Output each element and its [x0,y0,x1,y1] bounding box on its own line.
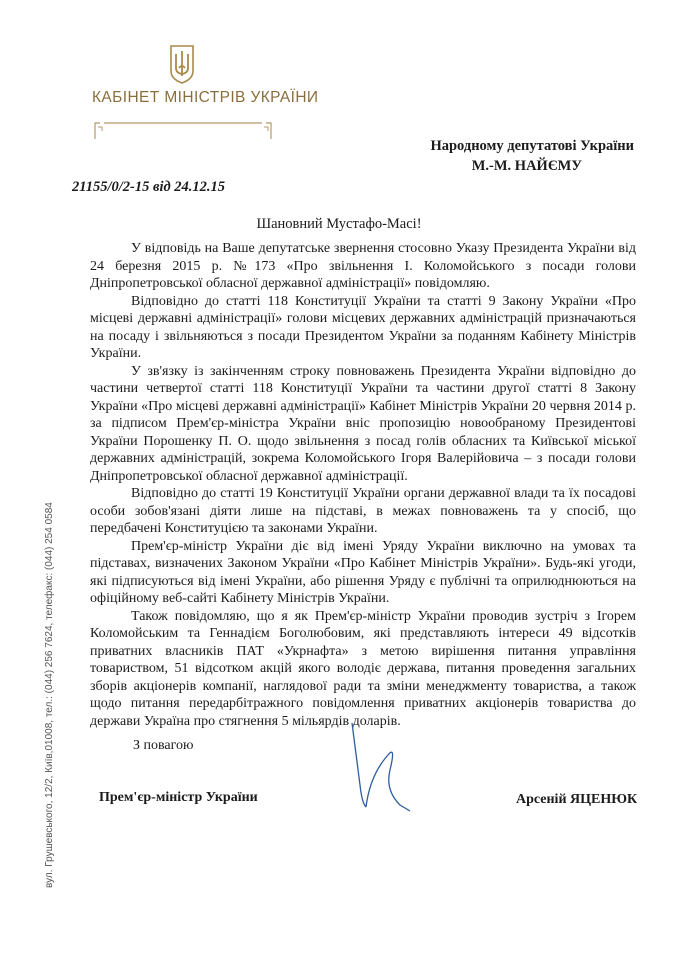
recipient-name: М.-М. НАЙЄМУ [471,158,582,174]
paragraph: У відповідь на Ваше депутатське звернення стосовно Указу Президента України від 24 березня 2015 р. №173 «Про звільнення І. Коломойського з посади голови Дніпропетровської обласної державної адміністрації» повідомляю. [90,241,636,291]
recipient-title: Народному депутатові України [430,138,634,154]
closing-phrase: З повагою [133,738,194,753]
ornament-border [94,118,272,140]
paragraph: Також повідомляю, що я як Прем'єр-міністр України проводив зустріч з Ігорем Коломойським та Геннадієм Боголюбовим, які представляють інтереси 49 відсотків приватних власників ПАТ «Укрнафта» з метою вирішення питання управління товариством, 51 відсотком акцій якого володіє держава, питання проведення загальних зборів акціонерів компанії, наглядової ради та зміни менеджменту товариства, а також щодо питання передарбітражного повідомлення приватних акціонерів товариства до держави Україна про стягнення 5 мільярдів доларів. [90,608,636,729]
paragraph: Прем'єр-міністр України діє від імені Уряду України виключно на умовах та підставах, визначених Законом України «Про Кабінет Міністрів України». Будь-які угоди, які підписуються від імені України, або рішення Уряду є публічні та оприлюднюються на офіційному веб-сайті Кабінету Міністрів України. [90,538,636,606]
paragraph: Відповідно до статті 19 Конституції України органи державної влади та їх посадові особи зобов'язані діяти лише на підставі, в межах повноважень та у спосіб, що передбачені Конституцією та законами України. [90,486,636,536]
greeting: Шановний Мустафо-Масі! [256,216,422,232]
handwritten-signature [330,715,440,815]
signatory-title: Прем'єр-міністр України [99,790,258,805]
paragraph: У зв'язку із закінченням строку повноважень Президента України відповідно до частини четвертої статті 118 Конституції України та частини другої статті 8 Закону України «Про місцеві державні адміністрації» Кабінет Міністрів України 20 червня 2014 р. за підписом Прем'єр-міністра України вніс пропозицію новообраному Президентові України Порошенку П. О. щодо звільнення з посад голів обласних та Київської міської державних адміністрацій, зокрема Коломойського Ігоря Валерійовича – з посади голови Дніпропетровської обласної державної адміністрації. [90,363,636,484]
outgoing-number: 21155/0/2-15 від 24.12.15 [72,179,226,195]
coat-of-arms-icon [168,44,196,84]
paragraph: Відповідно до статті 118 Конституції України та статті 9 Закону України «Про місцеві державні адміністрації» голови місцевих державних адміністрацій призначаються на посаду і звільняються з посади Президентом України за поданням Кабінету Міністрів України. [90,293,636,361]
footer-address: вул. Грушевського, 12/2, Київ,01008, тел.: (044) 256 7624, телефакс: (044) 254 0584 [44,502,55,888]
organization-name: КАБІНЕТ МІНІСТРІВ УКРАЇНИ [92,89,319,106]
letter-body [90,240,636,730]
recipient-block [382,136,634,176]
signatory-name: Арсеній ЯЦЕНЮК [516,792,638,807]
